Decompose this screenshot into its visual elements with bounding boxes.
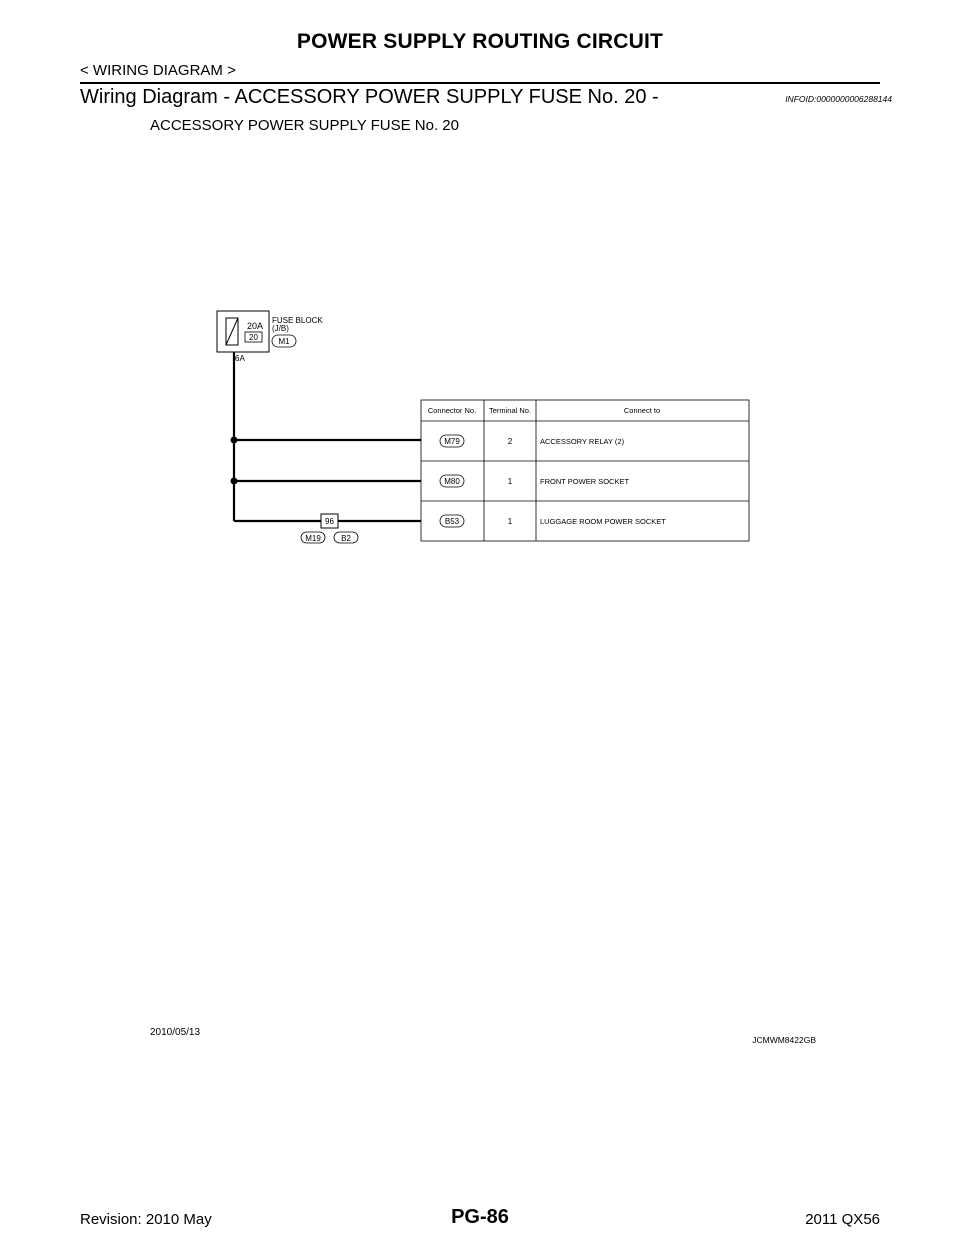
- fuse-number: 20: [249, 333, 258, 342]
- page-title: POWER SUPPLY ROUTING CIRCUIT: [296, 30, 664, 53]
- fuse-rating: 20A: [247, 321, 264, 331]
- section-nav[interactable]: < WIRING DIAGRAM >: [80, 62, 236, 79]
- joint-connector-left: M19: [305, 534, 321, 543]
- footer-revision: Revision: 2010 May: [80, 1211, 212, 1228]
- wire-harness: [234, 352, 421, 521]
- splice-dot: [231, 478, 238, 485]
- table-row: [440, 515, 666, 527]
- row-connect-to: FRONT POWER SOCKET: [540, 477, 630, 486]
- fuse-connector-label: M1: [278, 337, 290, 346]
- table-header-connect-to: Connect to: [623, 406, 661, 415]
- fuse-block-label: FUSE BLOCK: [272, 316, 323, 325]
- splice-dot: [231, 437, 238, 444]
- table-header-terminal: Terminal No.: [488, 406, 532, 415]
- joint-connector-right: B2: [341, 534, 351, 543]
- page-number: PG-86: [451, 1206, 509, 1228]
- row-connect-to: ACCESSORY RELAY (2): [540, 437, 625, 446]
- footer-model: 2011 QX56: [805, 1211, 880, 1228]
- row-connector: B53: [444, 517, 460, 526]
- row-terminal: 1: [507, 477, 513, 486]
- fuse-terminal-label: 6A: [235, 354, 245, 363]
- row-connector: M79: [444, 437, 460, 446]
- joint-terminal-label: 96: [325, 517, 334, 526]
- diagram-subtitle: ACCESSORY POWER SUPPLY FUSE No. 20: [150, 117, 459, 134]
- fuse-symbol: [217, 311, 269, 352]
- info-id: INFOID:0000000006288144: [785, 94, 892, 104]
- fuse-block-sub: (J/B): [272, 324, 289, 333]
- table-header-connector: Connector No.: [427, 406, 477, 415]
- section-heading: Wiring Diagram - ACCESSORY POWER SUPPLY FUSE No. 20 -: [80, 86, 659, 108]
- row-terminal: 1: [507, 517, 513, 526]
- diagram-date: 2010/05/13: [150, 1027, 201, 1038]
- table-row: [440, 435, 625, 447]
- table-row: [440, 475, 629, 487]
- row-terminal: 2: [507, 437, 513, 446]
- row-connect-to: LUGGAGE ROOM POWER SOCKET: [540, 517, 666, 526]
- image-code: JCMWM8422GB: [752, 1035, 816, 1045]
- row-connector: M80: [444, 477, 460, 486]
